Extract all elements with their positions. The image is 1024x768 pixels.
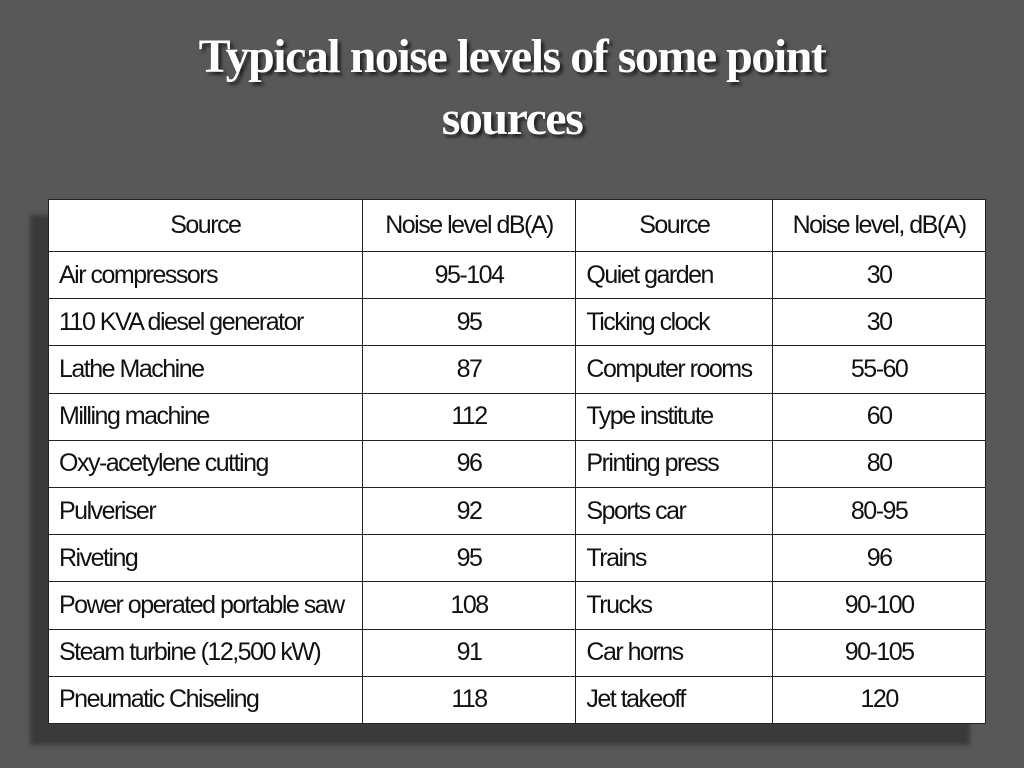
noise-level-cell: 95 bbox=[362, 299, 576, 346]
table-row bbox=[49, 299, 986, 346]
noise-level-cell: 87 bbox=[362, 346, 576, 393]
noise-level-cell: 120 bbox=[773, 676, 986, 723]
table-row bbox=[49, 252, 986, 299]
noise-level-cell: 96 bbox=[362, 440, 576, 487]
source-cell: Trucks bbox=[576, 582, 773, 629]
source-cell: Quiet garden bbox=[576, 252, 773, 299]
source-cell: Air compressors bbox=[49, 252, 363, 299]
noise-level-cell: 55-60 bbox=[773, 346, 986, 393]
slide-title bbox=[0, 26, 1024, 150]
table-row bbox=[49, 535, 986, 582]
noise-level-cell: 91 bbox=[362, 629, 576, 676]
noise-level-cell: 95-104 bbox=[362, 252, 576, 299]
noise-level-cell: 60 bbox=[773, 393, 986, 440]
title-line-1: Typical noise levels of some point bbox=[198, 30, 826, 83]
noise-level-cell: 90-105 bbox=[773, 629, 986, 676]
table-row bbox=[49, 676, 986, 723]
source-cell: Power operated portable saw bbox=[49, 582, 363, 629]
noise-level-cell: 30 bbox=[773, 299, 986, 346]
source-cell: Pneumatic Chiseling bbox=[49, 676, 363, 723]
table-row bbox=[49, 393, 986, 440]
header-noise-1: Noise level dB(A) bbox=[362, 200, 576, 252]
source-cell: 110 KVA diesel generator bbox=[49, 299, 363, 346]
header-row bbox=[49, 200, 986, 252]
header-source-2: Source bbox=[576, 200, 773, 252]
source-cell: Ticking clock bbox=[576, 299, 773, 346]
noise-level-cell: 80 bbox=[773, 440, 986, 487]
noise-levels-table bbox=[48, 199, 986, 724]
noise-level-cell: 108 bbox=[362, 582, 576, 629]
table-row bbox=[49, 582, 986, 629]
header-source-1: Source bbox=[49, 200, 363, 252]
source-cell: Riveting bbox=[49, 535, 363, 582]
source-cell: Sports car bbox=[576, 487, 773, 534]
noise-level-cell: 112 bbox=[362, 393, 576, 440]
source-cell: Trains bbox=[576, 535, 773, 582]
source-cell: Milling machine bbox=[49, 393, 363, 440]
source-cell: Computer rooms bbox=[576, 346, 773, 393]
source-cell: Pulveriser bbox=[49, 487, 363, 534]
table-row bbox=[49, 440, 986, 487]
source-cell: Oxy-acetylene cutting bbox=[49, 440, 363, 487]
noise-level-cell: 80-95 bbox=[773, 487, 986, 534]
noise-level-cell: 90-100 bbox=[773, 582, 986, 629]
noise-level-cell: 95 bbox=[362, 535, 576, 582]
source-cell: Car horns bbox=[576, 629, 773, 676]
noise-level-cell: 96 bbox=[773, 535, 986, 582]
noise-level-cell: 118 bbox=[362, 676, 576, 723]
table-row bbox=[49, 346, 986, 393]
table-row bbox=[49, 629, 986, 676]
source-cell: Jet takeoff bbox=[576, 676, 773, 723]
noise-level-cell: 92 bbox=[362, 487, 576, 534]
table-row bbox=[49, 487, 986, 534]
noise-level-cell: 30 bbox=[773, 252, 986, 299]
source-cell: Steam turbine (12,500 kW) bbox=[49, 629, 363, 676]
header-noise-2: Noise level, dB(A) bbox=[773, 200, 986, 252]
source-cell: Type institute bbox=[576, 393, 773, 440]
source-cell: Printing press bbox=[576, 440, 773, 487]
source-cell: Lathe Machine bbox=[49, 346, 363, 393]
title-line-2: sources bbox=[441, 92, 583, 145]
